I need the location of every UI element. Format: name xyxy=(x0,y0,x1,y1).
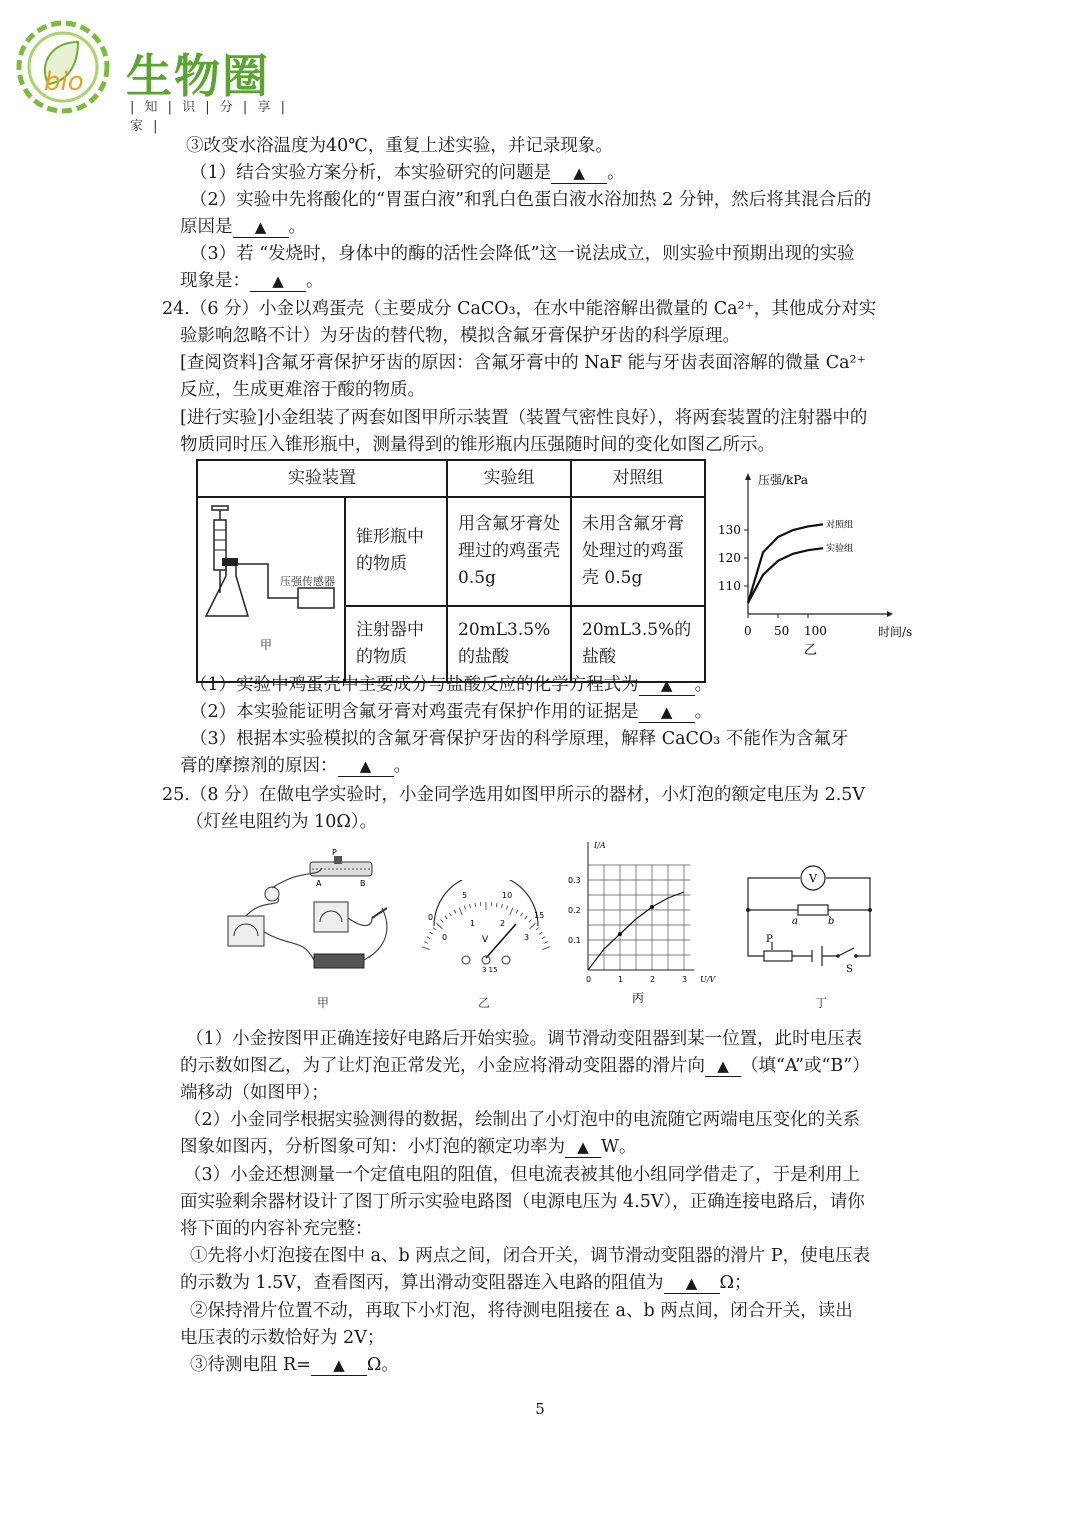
dial-tick xyxy=(521,913,523,916)
series-line xyxy=(748,548,823,603)
data-point xyxy=(650,905,654,909)
dial-needle xyxy=(486,924,516,958)
dial-tick xyxy=(437,923,443,929)
voltmeter-dial-figure xyxy=(420,880,550,972)
x-tick-label: 1 xyxy=(618,975,624,984)
y-tick-label: 130 xyxy=(718,523,741,537)
dial-tick xyxy=(454,910,456,914)
q24-line1: 24.（6 分）小金以鸡蛋壳（主要成分 CaCO₃，在水中能溶解出微量的 Ca²⁺，其他成分对实 xyxy=(162,299,877,319)
answer-blank: ▲ xyxy=(639,675,695,696)
q25-part1-line3: 端移动（如图甲）； xyxy=(180,1083,329,1103)
figure-label: 甲 xyxy=(317,996,330,1010)
svg-text:3: 3 xyxy=(524,933,530,942)
svg-text:0: 0 xyxy=(428,913,434,922)
figure-label: 乙 xyxy=(804,643,818,658)
dial-tick xyxy=(530,923,536,929)
svg-text:3 15: 3 15 xyxy=(482,966,498,972)
dial-tick xyxy=(459,908,462,915)
q25-step2-line1: ②保持滑片位置不动，再取下小灯泡，将待测电阻接在 a、b 两点间，闭合开关，读出 xyxy=(190,1301,853,1321)
svg-text:0: 0 xyxy=(442,933,448,942)
dial-tick xyxy=(433,928,436,931)
answer-blank: ▲ xyxy=(664,1273,720,1294)
q24-line3: [查阅资料]含氟牙膏保护牙齿的原因：含氟牙膏中的 NaF 能与牙齿表面溶解的微量 Ca²⁺ xyxy=(180,353,866,373)
resistor-ab-icon xyxy=(798,905,828,915)
q23-part1: （1）结合实验方案分析，本实验研究的问题是 ▲ 。 xyxy=(190,163,625,183)
x-tick-label: 0 xyxy=(744,624,752,638)
q25-step2-line2: 电压表的示数恰好为 2V； xyxy=(180,1328,385,1348)
q24-line5: [进行实验]小金组装了两套如图甲所示装置（装置气密性良好），将两套装置的注射器中的 xyxy=(180,408,868,428)
dial-tick xyxy=(464,906,465,910)
q24-line4: 反应，生成更难溶于酸的物质。 xyxy=(180,380,425,400)
dial-tick xyxy=(427,937,431,939)
q24-sub3-line1: （3）根据本实验模拟的含氟牙膏保护牙齿的科学原理，解释 CaCO₃ 不能作为含氟牙 xyxy=(190,729,849,749)
dial-tick xyxy=(445,916,447,919)
y-axis-label: 压强/kPa xyxy=(758,473,809,487)
data-point xyxy=(618,932,622,936)
series-label: 实验组 xyxy=(826,544,854,555)
answer-blank: ▲ xyxy=(705,1056,741,1077)
answer-blank: ▲ xyxy=(250,271,306,292)
x-tick-label: 2 xyxy=(650,975,656,984)
dial-tick xyxy=(449,913,451,916)
q25-part3-line3: 将下面的内容补充完整： xyxy=(180,1219,373,1239)
svg-text:1: 1 xyxy=(470,919,476,928)
x-axis-label: 时间/s xyxy=(878,625,913,639)
dial-tick xyxy=(475,903,476,907)
equipment-figure xyxy=(222,848,402,980)
dial-tick xyxy=(536,928,539,931)
figure-label: 丙 xyxy=(632,991,645,1005)
dial-tick xyxy=(525,916,527,919)
page-number: 5 xyxy=(535,1400,545,1418)
rheostat-icon xyxy=(764,951,792,961)
q25-part1-line1: （1）小金按图甲正确连接好电路后开始实验。调节滑动变阻器到某一位置，此时电压表 xyxy=(186,1029,863,1049)
y-axis-label: I/A xyxy=(594,841,606,850)
pressure-chart xyxy=(712,466,922,662)
q25-part3-line1: （3）小金还想测量一个定值电阻的阻值，但电流表被其他小组同学借走了，于是利用上 xyxy=(184,1165,861,1185)
dial-tick xyxy=(422,947,430,950)
svg-text:A: A xyxy=(316,879,322,888)
experiment-table xyxy=(196,459,706,683)
svg-text:V: V xyxy=(809,872,817,885)
y-tick-label: 110 xyxy=(718,579,741,593)
y-tick-label: 0.3 xyxy=(568,876,581,885)
svg-text:P: P xyxy=(766,934,773,945)
y-tick-label: 0.2 xyxy=(568,906,581,915)
x-tick-label: 100 xyxy=(804,624,827,638)
svg-text:S: S xyxy=(846,964,853,975)
dial-tick xyxy=(470,904,471,908)
q25-step3: ③待测电阻 R= ▲ Ω。 xyxy=(190,1355,399,1375)
figure-label: 乙 xyxy=(478,996,491,1010)
y-tick-label: 0.1 xyxy=(568,936,581,945)
q23-step3: ③改变水浴温度为40℃，重复上述实验，并记录现象。 xyxy=(186,136,613,156)
x-tick-label: 0 xyxy=(586,975,592,984)
svg-text:5: 5 xyxy=(462,891,468,900)
cell-exp-flask: 用含氟牙膏处理过的鸡蛋壳 0.5g xyxy=(447,497,571,606)
current-voltage-chart xyxy=(566,836,726,1006)
x-tick-label: 50 xyxy=(774,624,790,638)
sensor-label: 压强传感器 xyxy=(280,575,335,588)
q23-part3-line1: （3）若 “发烧时，身体中的酶的活性会降低”这一说法成立，则实验中预期出现的实验 xyxy=(190,244,855,264)
dial-tick xyxy=(510,908,513,915)
dial-tick xyxy=(430,932,433,934)
answer-blank: ▲ xyxy=(551,163,607,184)
answer-blank: ▲ xyxy=(338,756,394,777)
y-axis-arrow xyxy=(745,473,751,480)
table-header-apparatus: 实验装置 xyxy=(197,460,447,497)
svg-text:15: 15 xyxy=(534,911,545,920)
answer-blank: ▲ xyxy=(311,1355,367,1376)
svg-text:B: B xyxy=(360,879,366,888)
answer-blank: ▲ xyxy=(233,217,289,238)
svg-text:a: a xyxy=(792,916,798,927)
svg-text:10: 10 xyxy=(502,891,513,900)
figure-label: 甲 xyxy=(260,638,273,652)
bio-leaf-icon xyxy=(8,12,118,122)
svg-text:V: V xyxy=(482,935,489,945)
cell-ctrl-syringe: 20mL3.5%的盐酸 xyxy=(571,606,705,682)
cell-exp-syringe: 20mL3.5%的盐酸 xyxy=(447,606,571,682)
dial-tick xyxy=(424,942,428,944)
q24-line6: 物质同时压入锥形瓶中，测量得到的锥形瓶内压强随时间的变化如图乙所示。 xyxy=(180,435,775,455)
y-tick-label: 120 xyxy=(718,551,741,565)
battery-icon xyxy=(314,954,364,968)
row-label-syringe: 注射器中的物质 xyxy=(345,606,447,682)
q25-step1-line1: ①先将小灯泡接在图中 a、b 两点之间，闭合开关，调节滑动变阻器的滑片 P，使电压表 xyxy=(190,1246,871,1266)
dial-tick xyxy=(542,947,550,950)
logo xyxy=(8,12,298,134)
switch-icon xyxy=(838,948,854,956)
answer-blank: ▲ xyxy=(639,702,695,723)
table-header-control: 对照组 xyxy=(571,460,705,497)
q25-part3-line2: 面实验剩余器材设计了图丁所示实验电路图（电源电压为 4.5V），正确连接电路后，请你 xyxy=(180,1192,865,1212)
logo-title: 生物圈 xyxy=(126,49,270,103)
q23-part2-line1: （2）实验中先将酸化的“胃蛋白液”和乳白色蛋白液水浴加热 2 分钟，然后将其混合后的 xyxy=(190,190,872,210)
row-label-flask: 锥形瓶中的物质 xyxy=(345,497,447,606)
svg-text:P: P xyxy=(332,848,337,857)
cell-ctrl-flask: 未用含氟牙膏处理过的鸡蛋壳 0.5g xyxy=(571,497,705,606)
ammeter-icon xyxy=(228,916,264,946)
svg-text:b: b xyxy=(828,916,835,927)
circuit-diagram-figure xyxy=(742,858,882,978)
x-axis-arrow xyxy=(887,611,893,617)
dial-tick xyxy=(539,932,542,934)
q25-line2: （灯丝电阻约为 10Ω）。 xyxy=(186,812,378,832)
q23-part2-line2: 原因是 ▲ 。 xyxy=(180,217,306,237)
x-axis-label: U/V xyxy=(700,975,716,984)
dial-tick xyxy=(507,906,508,910)
svg-text:2: 2 xyxy=(500,919,506,928)
figure-label: 丁 xyxy=(815,996,828,1010)
q25-part2-line2: 图象如图丙，分析图象可知：小灯泡的额定功率为 ▲ W。 xyxy=(180,1137,637,1157)
q24-sub3-line2: 膏的摩擦剂的原因： ▲ 。 xyxy=(180,756,411,776)
logo-subtitle: | 知 | 识 | 分 | 享 | 家 | xyxy=(130,100,288,134)
dial-tick xyxy=(516,910,518,914)
q24-sub1: （1）实验中鸡蛋壳中主要成分与盐酸反应的化学方程式为 ▲ 。 xyxy=(190,675,713,695)
q24-sub2: （2）本实验能证明含氟牙膏对鸡蛋壳有保护作用的证据是 ▲ 。 xyxy=(190,702,713,722)
dial-tick xyxy=(529,920,532,923)
svg-text:bio: bio xyxy=(44,67,84,97)
table-header-experiment: 实验组 xyxy=(447,460,571,497)
dial-tick xyxy=(441,920,444,923)
voltmeter-icon xyxy=(314,902,348,932)
dial-tick xyxy=(502,904,503,908)
series-line xyxy=(748,524,823,602)
answer-blank: ▲ xyxy=(565,1137,601,1158)
q25-step1-line2: 的示数为 1.5V，查看图丙，算出滑动变阻器连入电路的阻值为 ▲ Ω； xyxy=(180,1273,752,1293)
dial-tick xyxy=(496,903,497,907)
x-tick-label: 3 xyxy=(682,975,688,984)
q24-line2: 验影响忽略不计）为牙齿的替代物，模拟含氟牙膏保护牙齿的科学原理。 xyxy=(180,326,740,346)
series-label: 对照组 xyxy=(826,520,854,531)
q25-part2-line1: （2）小金同学根据实验测得的数据，绘制出了小灯泡中的电流随它两端电压变化的关系 xyxy=(184,1110,861,1130)
apparatus-drawing xyxy=(197,497,345,682)
q25-line1: 25.（8 分）在做电学实验时，小金同学选用如图甲所示的器材，小灯泡的额定电压为 2.5V xyxy=(162,785,866,805)
dial-tick xyxy=(544,942,548,944)
q23-part3-line2: 现象是： ▲ 。 xyxy=(180,271,324,291)
q25-part1-line2: 的示数如图乙，为了让灯泡正常发光，小金应将滑动变阻器的滑片向 ▲ （填“A”或“B”） xyxy=(180,1056,870,1076)
dial-tick xyxy=(542,937,546,939)
bulb-icon xyxy=(265,887,279,901)
